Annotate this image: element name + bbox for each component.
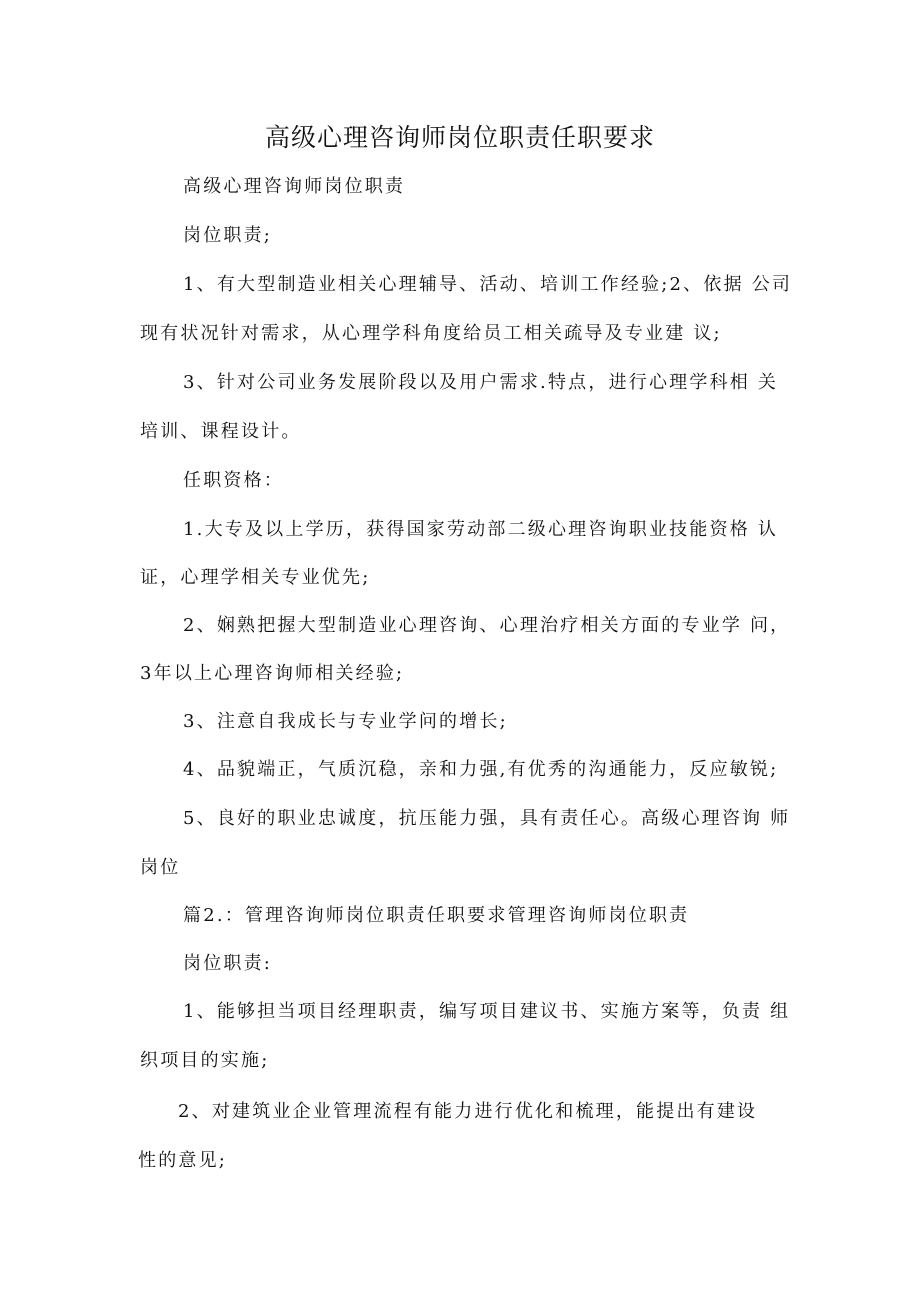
paragraph-line: 证，心理学相关专业优先;: [140, 567, 371, 588]
paragraph-line: 任职资格：: [183, 470, 284, 491]
paragraph-line: 1、有大型制造业相关心理辅导、活动、培训工作经验;2、依据 公司: [183, 274, 793, 295]
paragraph-line: 岗位职责;: [183, 225, 273, 246]
document-title: 高级心理咨询师岗位职责任职要求: [264, 123, 655, 152]
paragraph-line: 织项目的实施;: [140, 1050, 270, 1071]
paragraph-line: 1、能够担当项目经理职责，编写项目建议书、实施方案等，负责 组: [183, 1001, 791, 1022]
paragraph-line: 4、品貌端正，气质沉稳，亲和力强,有优秀的沟通能力，反应敏锐;: [183, 759, 779, 780]
paragraph-line: 现有状况针对需求，从心理学科角度给员工相关疏导及专业建 议;: [140, 323, 722, 344]
paragraph-line: 3、针对公司业务发展阶段以及用户需求.特点，进行心理学科相 关: [183, 372, 779, 393]
paragraph-line: 岗位职责:: [183, 953, 273, 974]
paragraph-line: 2、对建筑业企业管理流程有能力进行优化和梳理，能提出有建设: [178, 1101, 758, 1122]
paragraph-line: 5、良好的职业忠诚度，抗压能力强，具有责任心。高级心理咨询 师: [183, 808, 791, 829]
paragraph-line: 3年以上心理咨询师相关经验;: [140, 663, 405, 684]
paragraph-line: 1.大专及以上学历，获得国家劳动部二级心理咨询职业技能资格 认: [183, 519, 779, 540]
paragraph-line: 培训、课程设计。: [140, 421, 302, 442]
paragraph-line: 性的意见;: [138, 1150, 228, 1171]
paragraph-line: 篇2.：管理咨询师岗位职责任职要求管理咨询师岗位职责: [183, 905, 690, 926]
paragraph-line: 3、注意自我成长与专业学问的增长;: [183, 711, 508, 732]
paragraph-line: 岗位: [140, 857, 181, 878]
paragraph-line: 高级心理咨询师岗位职责: [183, 176, 406, 197]
paragraph-line: 2、娴熟把握大型制造业心理咨询、心理治疗相关方面的专业学 问，: [183, 615, 791, 636]
